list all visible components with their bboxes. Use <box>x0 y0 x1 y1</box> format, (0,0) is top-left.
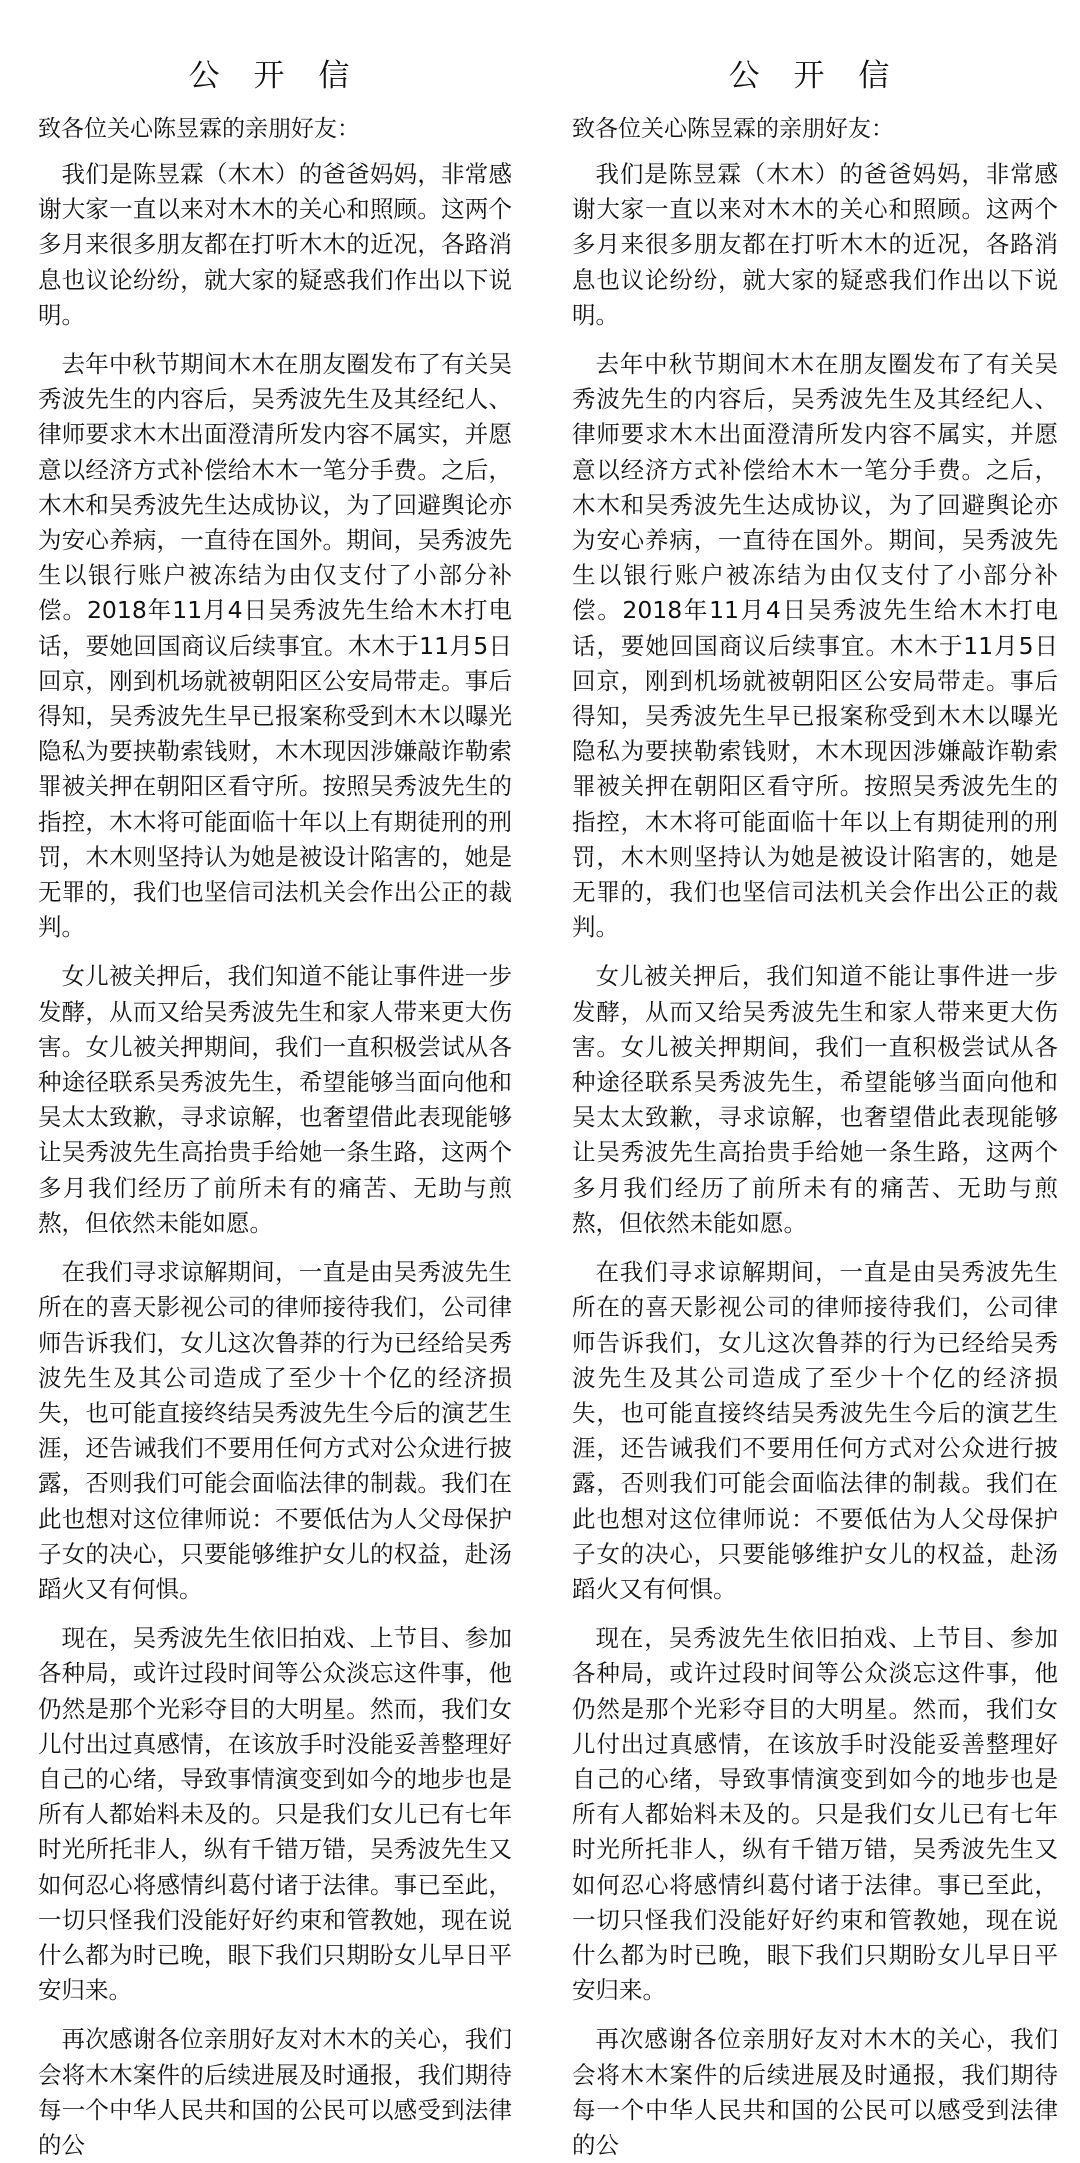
letter-title: 公 开 信 <box>188 58 362 94</box>
letter-paragraph: 在我们寻求谅解期间，一直是由吴秀波先生所在的喜天影视公司的律师接待我们，公司律师告诉我们，女儿这次鲁莽的行为已经给吴秀波先生及其公司造成了至少十个亿的经济损失，也可能直接终结吴秀波先生今后的演艺生涯，还告诫我们不要用任何方式对公众进行披露，否则我们可能会面临法律的制裁。我们在此也想对这位律师说：不要低估为人父母保护子女的决心，只要能够维护女儿的权益，赴汤蹈火又有何惧。 <box>572 1258 1058 1603</box>
letter-paragraph: 现在，吴秀波先生依旧拍戏、上节目、参加各种局，或许过段时间等公众淡忘这件事，他仍然是那个光彩夺目的大明星。然而，我们女儿付出过真感情，在该放手时没能妥善整理好自己的心绪，导致事情演变到如今的地步也是所有人都始料未及的。只是我们女儿已有七年时光所托非人，纵有千错万错，吴秀波先生又如何忍心将感情纠葛付诸于法律。事已至此，一切只怪我们没能好好约束和管教她，现在说什么都为时已晚，眼下我们只期盼女儿早日平安归来。 <box>38 1624 512 2005</box>
letter-paragraph: 女儿被关押后，我们知道不能让事件进一步发酵，从而又给吴秀波先生和家人带来更大伤害。女儿被关押期间，我们一直积极尝试从各种途径联系吴秀波先生，希望能够当面向他和吴太太致歉，寻求谅解，也奢望借此表现能够让吴秀波先生高抬贵手给她一条生路，这两个多月我们经历了前所未有的痛苦、无助与煎熬，但依然未能如愿。 <box>38 962 512 1237</box>
letter-paragraph: 女儿被关押后，我们知道不能让事件进一步发酵，从而又给吴秀波先生和家人带来更大伤害。女儿被关押期间，我们一直积极尝试从各种途径联系吴秀波先生，希望能够当面向他和吴太太致歉，寻求谅解，也奢望借此表现能够让吴秀波先生高抬贵手给她一条生路，这两个多月我们经历了前所未有的痛苦、无助与煎熬，但依然未能如愿。 <box>572 962 1058 1237</box>
letter-paragraph: 再次感谢各位亲朋好友对木木的关心，我们会将木木案件的后续进展及时通报，我们期待每一个中华人民共和国的公民可以感受到法律的公 <box>38 2025 512 2159</box>
letter-paragraph: 在我们寻求谅解期间，一直是由吴秀波先生所在的喜天影视公司的律师接待我们，公司律师告诉我们，女儿这次鲁莽的行为已经给吴秀波先生及其公司造成了至少十个亿的经济损失，也可能直接终结吴秀波先生今后的演艺生涯，还告诫我们不要用任何方式对公众进行披露，否则我们可能会面临法律的制裁。我们在此也想对这位律师说：不要低估为人父母保护子女的决心，只要能够维护女儿的权益，赴汤蹈火又有何惧。 <box>38 1258 512 1603</box>
letter-paragraph: 去年中秋节期间木木在朋友圈发布了有关吴秀波先生的内容后，吴秀波先生及其经纪人、律师要求木木出面澄清所发内容不属实，并愿意以经济方式补偿给木木一笔分手费。之后，木木和吴秀波先生达成协议，为了回避舆论亦为安心养病，一直待在国外。期间，吴秀波先生以银行账户被冻结为由仅支付了小部分补偿。2018年11月4日吴秀波先生给木木打电话，要她回国商议后续事宜。木木于11月5日回京，刚到机场就被朝阳区公安局带走。事后得知，吴秀波先生早已报案称受到木木以曝光隐私为要挟勒索钱财，木木现因涉嫌敲诈勒索罪被关押在朝阳区看守所。按照吴秀波先生的指控，木木将可能面临十年以上有期徒刑的刑罚，木木则坚持认为她是被设计陷害的，她是无罪的，我们也坚信司法机关会作出公正的裁判。 <box>38 350 512 942</box>
letter-column-right <box>540 0 1080 2159</box>
letter-title: 公 开 信 <box>728 58 902 94</box>
letter-salutation: 致各位关心陈昱霖的亲朋好友： <box>572 116 894 142</box>
letter-paragraph: 再次感谢各位亲朋好友对木木的关心，我们会将木木案件的后续进展及时通报，我们期待每一个中华人民共和国的公民可以感受到法律的公 <box>572 2025 1058 2159</box>
letter-column-left <box>0 0 540 2159</box>
letter-salutation: 致各位关心陈昱霖的亲朋好友： <box>38 116 360 142</box>
letter-paragraph: 我们是陈昱霖（木木）的爸爸妈妈，非常感谢大家一直以来对木木的关心和照顾。这两个多月来很多朋友都在打听木木的近况，各路消息也议论纷纷，就大家的疑惑我们作出以下说明。 <box>38 160 512 329</box>
letter-paragraph: 我们是陈昱霖（木木）的爸爸妈妈，非常感谢大家一直以来对木木的关心和照顾。这两个多月来很多朋友都在打听木木的近况，各路消息也议论纷纷，就大家的疑惑我们作出以下说明。 <box>572 160 1058 329</box>
letter-paragraph: 现在，吴秀波先生依旧拍戏、上节目、参加各种局，或许过段时间等公众淡忘这件事，他仍然是那个光彩夺目的大明星。然而，我们女儿付出过真感情，在该放手时没能妥善整理好自己的心绪，导致事情演变到如今的地步也是所有人都始料未及的。只是我们女儿已有七年时光所托非人，纵有千错万错，吴秀波先生又如何忍心将感情纠葛付诸于法律。事已至此，一切只怪我们没能好好约束和管教她，现在说什么都为时已晚，眼下我们只期盼女儿早日平安归来。 <box>572 1624 1058 2005</box>
letter-paragraph: 去年中秋节期间木木在朋友圈发布了有关吴秀波先生的内容后，吴秀波先生及其经纪人、律师要求木木出面澄清所发内容不属实，并愿意以经济方式补偿给木木一笔分手费。之后，木木和吴秀波先生达成协议，为了回避舆论亦为安心养病，一直待在国外。期间，吴秀波先生以银行账户被冻结为由仅支付了小部分补偿。2018年11月4日吴秀波先生给木木打电话，要她回国商议后续事宜。木木于11月5日回京，刚到机场就被朝阳区公安局带走。事后得知，吴秀波先生早已报案称受到木木以曝光隐私为要挟勒索钱财，木木现因涉嫌敲诈勒索罪被关押在朝阳区看守所。按照吴秀波先生的指控，木木将可能面临十年以上有期徒刑的刑罚，木木则坚持认为她是被设计陷害的，她是无罪的，我们也坚信司法机关会作出公正的裁判。 <box>572 350 1058 942</box>
